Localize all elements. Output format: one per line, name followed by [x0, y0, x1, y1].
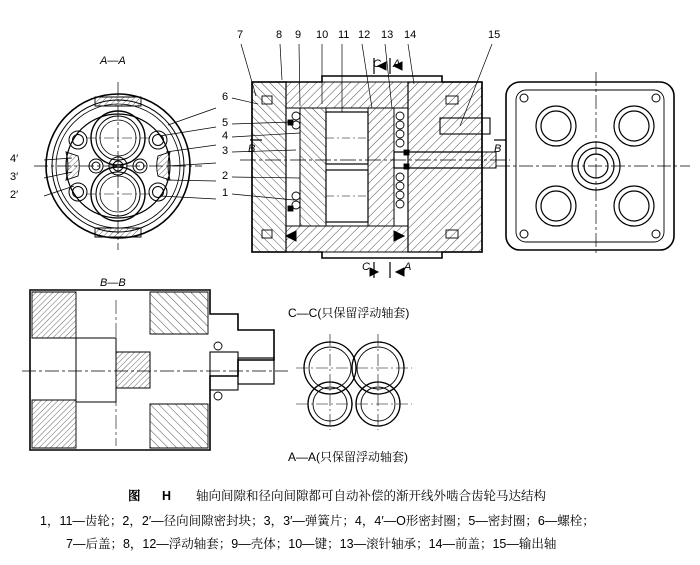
callout-10: 10: [316, 29, 329, 41]
callout-3: 3: [222, 145, 229, 157]
section-mark-b-right: B: [494, 143, 502, 155]
callout-11: 11: [338, 29, 350, 41]
figure-number-prefix: 图: [128, 489, 141, 503]
view-front-face: [496, 72, 690, 256]
detail-title-c-c-mark: C—C: [288, 306, 318, 320]
view-a-a: [34, 82, 202, 250]
callout-1: 1: [222, 187, 229, 199]
detail-title-a-a: [288, 448, 408, 465]
callout-3-prime: 3′: [10, 171, 19, 183]
callout-14: 14: [404, 29, 417, 41]
callout-4-prime: 4′: [10, 153, 19, 165]
section-mark-a-bottom: A: [404, 261, 412, 273]
section-mark-b-left: B: [248, 143, 256, 155]
callout-6: 6: [222, 91, 229, 103]
callout-15: 15: [488, 29, 501, 41]
figure-legend-line-2: 7—后盖；8，12—浮动轴套；9—壳体；10—键；13—滚针轴承；14—前盖；15—输出轴: [66, 537, 557, 551]
callout-8: 8: [276, 29, 283, 41]
section-mark-a-top: A: [393, 58, 401, 70]
callout-2-prime: 2′: [10, 189, 19, 201]
figure-legend-line-1: 1，11—齿轮；2，2′—径向间隙密封块；3，3′—弹簧片；4，4′—O形密封圈；5—密封圈；6—螺栓；: [40, 514, 595, 528]
view-c-c: [296, 334, 412, 430]
section-mark-c-top: C: [373, 58, 381, 70]
view-main-section: [240, 76, 510, 258]
detail-title-a-a-mark: A—A: [288, 450, 317, 464]
view-label-a-a: A—A: [100, 55, 126, 67]
detail-title-c-c: [288, 304, 409, 321]
detail-title-a-a-paren: (只保留浮动轴套): [316, 450, 409, 464]
callout-12: 12: [358, 29, 371, 41]
callout-5: 5: [222, 117, 229, 129]
figure-title: 轴向间隙和径向间隙都可自动补偿的渐开线外啮合齿轮马达结构: [196, 489, 547, 503]
view-b-b: [22, 290, 288, 450]
section-mark-c-bottom: C: [362, 261, 370, 273]
view-label-b-b: B—B: [100, 277, 126, 289]
callout-4: 4: [222, 130, 229, 142]
detail-title-c-c-paren: (只保留浮动轴套): [317, 306, 410, 320]
callout-9: 9: [295, 29, 302, 41]
callout-7: 7: [237, 29, 244, 41]
figure-number-mark: H: [162, 489, 172, 503]
callout-13: 13: [381, 29, 394, 41]
callout-2: 2: [222, 170, 229, 182]
